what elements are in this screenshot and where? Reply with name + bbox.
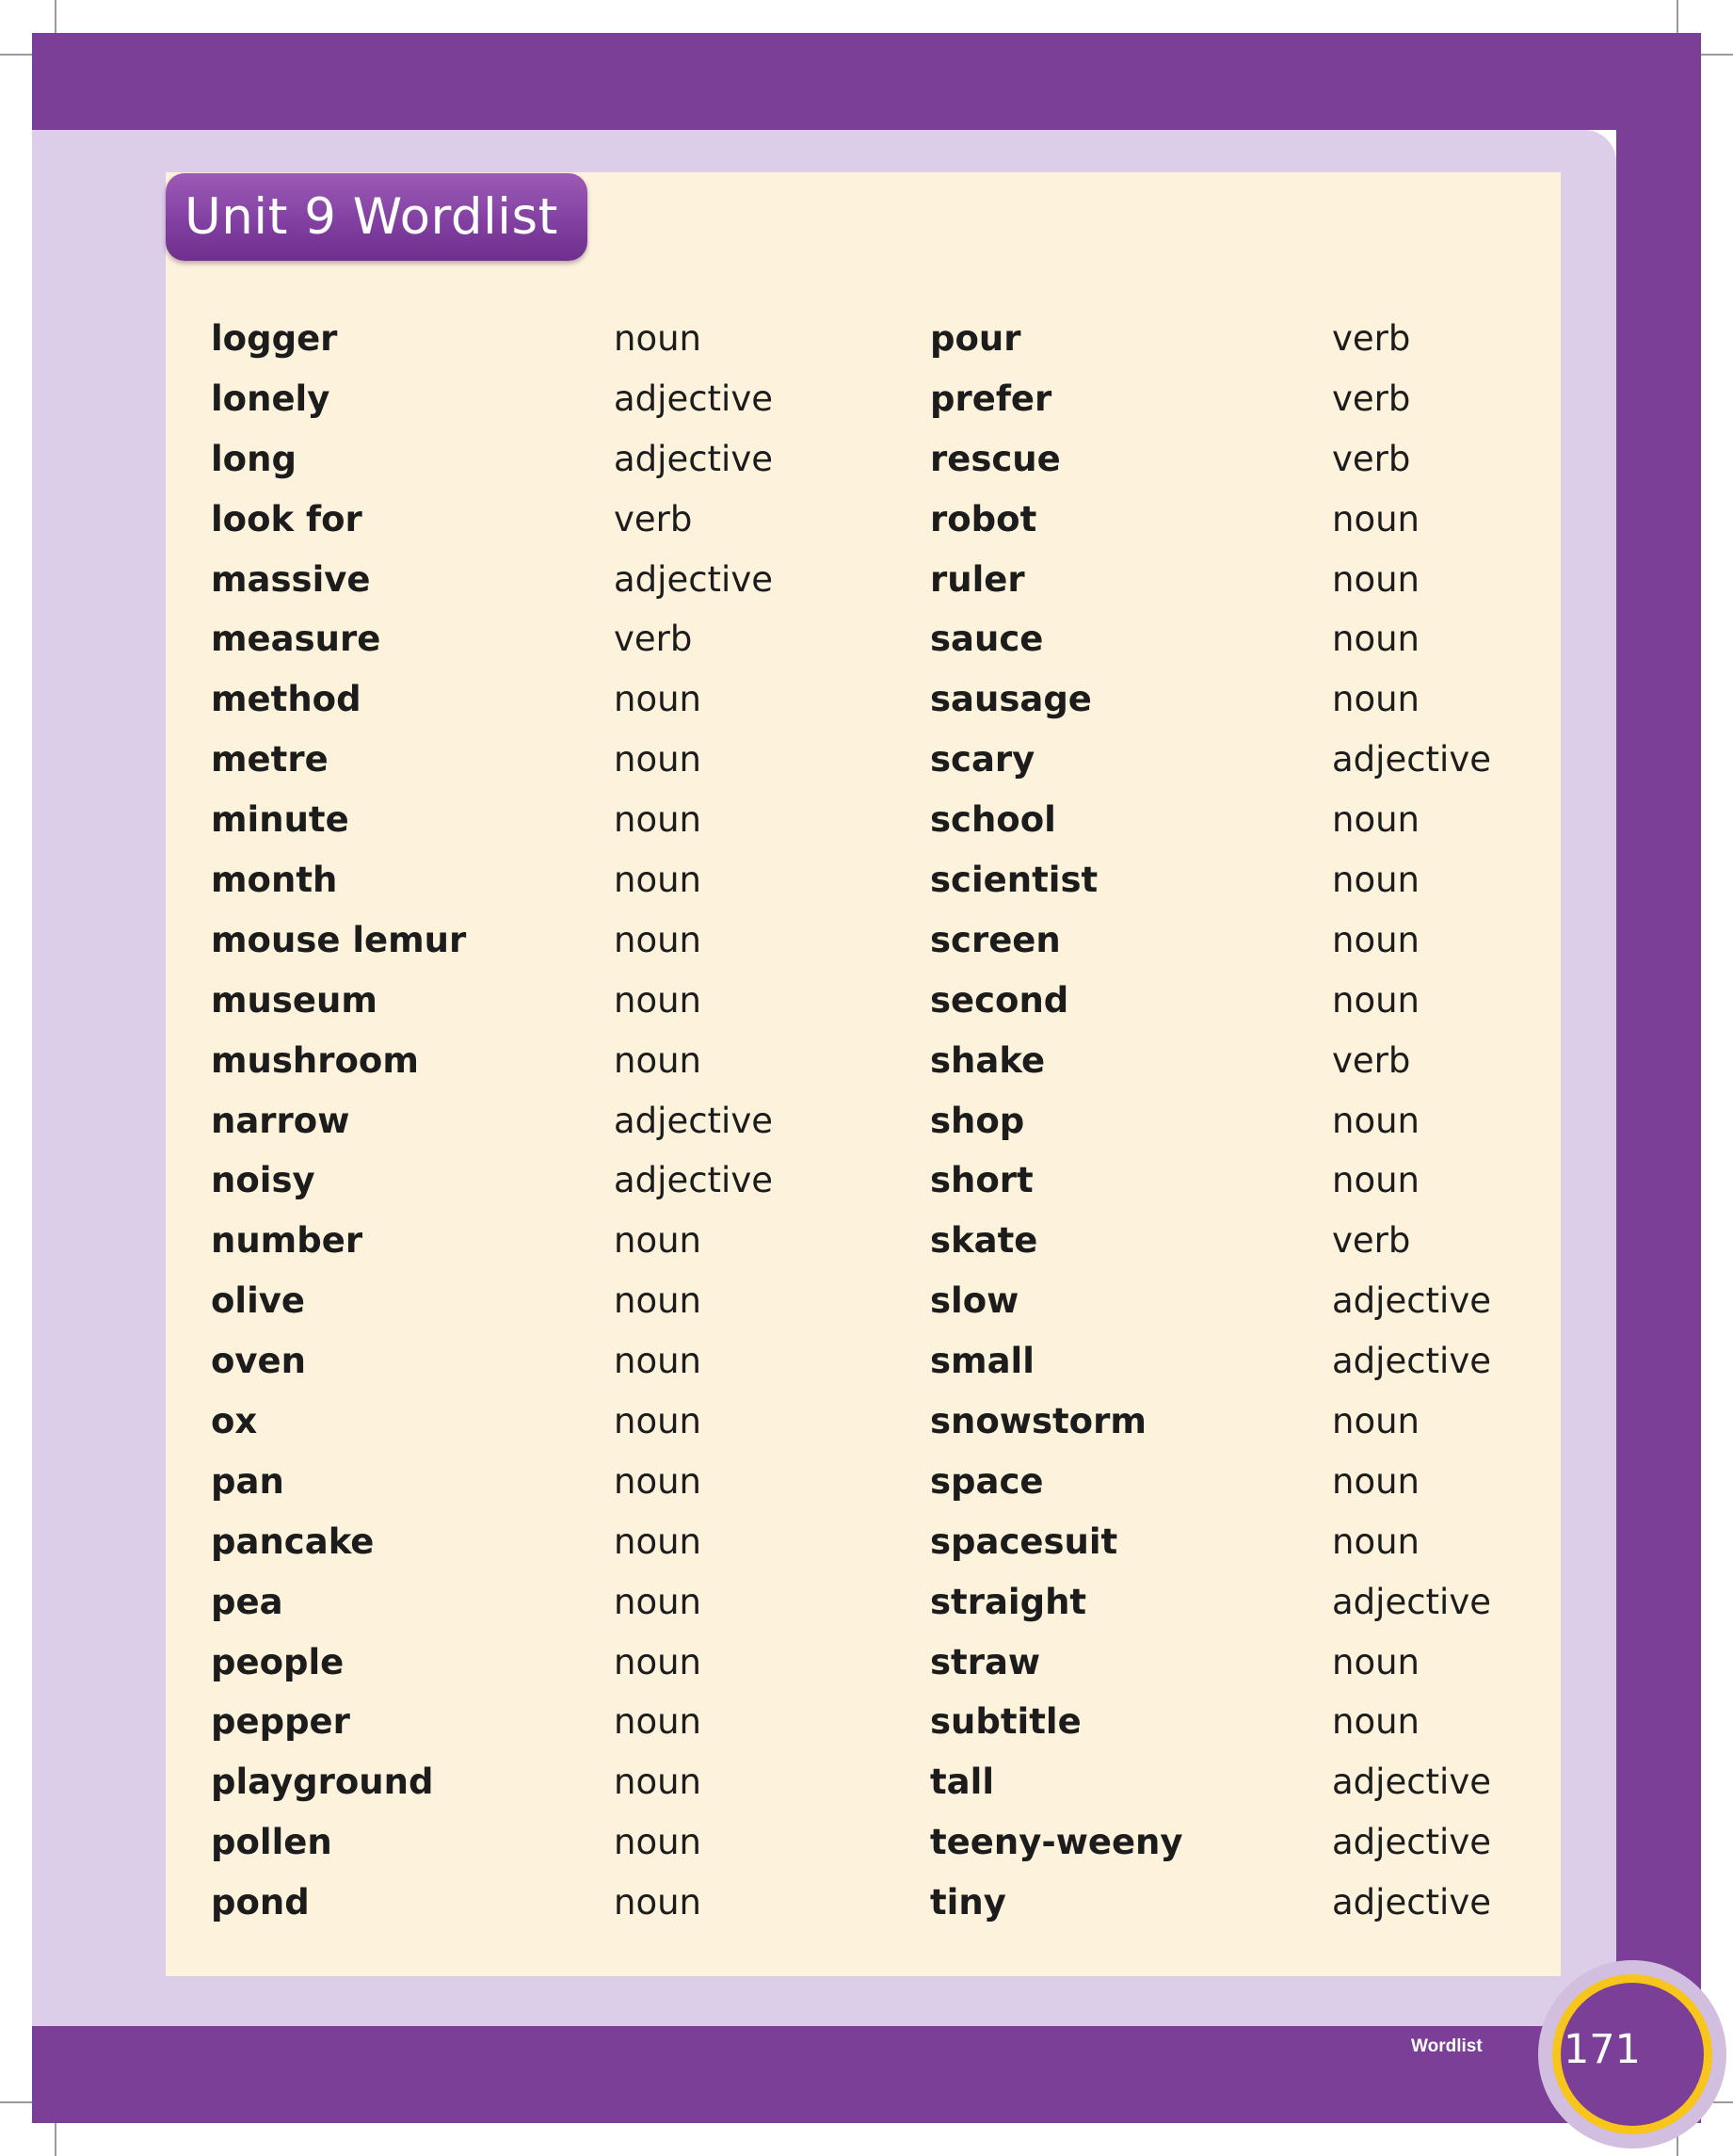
wordlist-word: skate (930, 1220, 1038, 1262)
wordlist-part-of-speech: noun (614, 739, 701, 780)
wordlist-word: long (211, 438, 297, 479)
wordlist-word: tall (930, 1762, 995, 1803)
wordlist-part-of-speech: adjective (1332, 1882, 1491, 1923)
wordlist-word: metre (211, 739, 329, 780)
wordlist-part-of-speech: noun (614, 1641, 701, 1682)
wordlist-word: teeny-weeny (930, 1822, 1183, 1863)
wordlist-part-of-speech: verb (1332, 438, 1411, 479)
wordlist-part-of-speech: noun (614, 1520, 701, 1562)
wordlist-word: ox (211, 1401, 258, 1442)
wordlist-word: snowstorm (930, 1401, 1147, 1442)
wordlist-word: method (211, 679, 361, 720)
wordlist-word: look for (211, 498, 362, 539)
wordlist-part-of-speech: noun (1332, 1701, 1420, 1743)
wordlist-part-of-speech: adjective (614, 558, 773, 600)
wordlist-word: slow (930, 1280, 1019, 1322)
wordlist-part-of-speech: noun (614, 1341, 701, 1382)
crop-mark-bottom-left-v (55, 2123, 56, 2156)
wordlist-part-of-speech: noun (1332, 619, 1420, 660)
wordlist-part-of-speech: noun (614, 860, 701, 901)
wordlist-word: narrow (211, 1100, 350, 1141)
wordlist-part-of-speech: verb (1332, 1039, 1411, 1081)
wordlist-word: pancake (211, 1520, 375, 1562)
wordlist-part-of-speech: noun (614, 1822, 701, 1863)
wordlist-part-of-speech: noun (614, 1581, 701, 1622)
wordlist-word: pond (211, 1882, 310, 1923)
wordlist-part-of-speech: noun (614, 1220, 701, 1262)
wordlist-part-of-speech: noun (614, 318, 701, 359)
wordlist-part-of-speech: noun (1332, 1460, 1420, 1502)
wordlist-part-of-speech: adjective (614, 1160, 773, 1201)
wordlist-part-of-speech: noun (614, 679, 701, 720)
wordlist-word: spacesuit (930, 1520, 1118, 1562)
wordlist-word: sauce (930, 619, 1044, 660)
wordlist-word: scary (930, 739, 1035, 780)
wordlist-word: pan (211, 1460, 284, 1502)
wordlist-part-of-speech: noun (614, 799, 701, 841)
wordlist-word: people (211, 1641, 345, 1682)
wordlist-word: minute (211, 799, 349, 841)
page-number: 171 (1563, 2026, 1642, 2073)
wordlist-word: second (930, 979, 1069, 1021)
wordlist-word: museum (211, 979, 377, 1021)
wordlist-word: lonely (211, 378, 330, 419)
crop-mark-top-right-h (1700, 54, 1733, 56)
wordlist-table (211, 318, 1558, 1945)
wordlist-word: straight (930, 1581, 1087, 1622)
wordlist-word: shake (930, 1039, 1046, 1081)
wordlist-word: pepper (211, 1701, 350, 1743)
wordlist-part-of-speech: noun (614, 1882, 701, 1923)
wordlist-part-of-speech: adjective (614, 1100, 773, 1141)
wordlist-word: number (211, 1220, 363, 1262)
wordlist-part-of-speech: noun (1332, 498, 1420, 539)
wordlist-part-of-speech: adjective (1332, 1280, 1491, 1322)
crop-mark-top-left-h (0, 54, 34, 56)
wordlist-part-of-speech: noun (1332, 679, 1420, 720)
wordlist-word: school (930, 799, 1056, 841)
crop-mark-top-left-v (55, 0, 56, 34)
wordlist-part-of-speech: adjective (1332, 1822, 1491, 1863)
wordlist-part-of-speech: noun (614, 979, 701, 1021)
wordlist-word: sausage (930, 679, 1092, 720)
crop-mark-top-right-v (1677, 0, 1678, 34)
wordlist-part-of-speech: noun (614, 1039, 701, 1081)
wordlist-part-of-speech: noun (614, 1280, 701, 1322)
wordlist-word: massive (211, 558, 371, 600)
wordlist-word: oven (211, 1341, 306, 1382)
wordlist-part-of-speech: noun (1332, 799, 1420, 841)
wordlist-part-of-speech: noun (1332, 1100, 1420, 1141)
wordlist-word: mouse lemur (211, 919, 467, 960)
wordlist-part-of-speech: noun (1332, 1160, 1420, 1201)
wordlist-word: subtitle (930, 1701, 1082, 1743)
wordlist-word: ruler (930, 558, 1025, 600)
wordlist-word: space (930, 1460, 1044, 1502)
wordlist-part-of-speech: verb (1332, 318, 1411, 359)
wordlist-word: screen (930, 919, 1061, 960)
wordlist-part-of-speech: verb (1332, 1220, 1411, 1262)
wordlist-word: rescue (930, 438, 1061, 479)
wordlist-word: noisy (211, 1160, 315, 1201)
wordlist-part-of-speech: noun (1332, 860, 1420, 901)
wordlist-part-of-speech: adjective (1332, 1581, 1491, 1622)
wordlist-word: playground (211, 1762, 434, 1803)
wordlist-part-of-speech: noun (1332, 1641, 1420, 1682)
wordlist-part-of-speech: noun (614, 1460, 701, 1502)
wordlist-word: pour (930, 318, 1021, 359)
wordlist-part-of-speech: verb (1332, 378, 1411, 419)
wordlist-part-of-speech: adjective (614, 378, 773, 419)
wordlist-part-of-speech: verb (614, 619, 693, 660)
wordlist-part-of-speech: noun (1332, 919, 1420, 960)
wordlist-part-of-speech: adjective (1332, 1762, 1491, 1803)
wordlist-part-of-speech: adjective (1332, 739, 1491, 780)
wordlist-word: month (211, 860, 338, 901)
wordlist-part-of-speech: noun (1332, 1401, 1420, 1442)
title-tab (166, 173, 587, 261)
page-title: Unit 9 Wordlist (185, 188, 558, 246)
wordlist-part-of-speech: noun (1332, 1520, 1420, 1562)
top-band (32, 33, 1701, 130)
wordlist-word: olive (211, 1280, 305, 1322)
footer-label: Wordlist (1411, 2036, 1483, 2056)
wordlist-word: robot (930, 498, 1037, 539)
wordlist-word: short (930, 1160, 1034, 1201)
wordlist-part-of-speech: noun (614, 1701, 701, 1743)
wordlist-part-of-speech: noun (1332, 558, 1420, 600)
wordlist-part-of-speech: noun (614, 1401, 701, 1442)
wordlist-part-of-speech: noun (614, 919, 701, 960)
wordlist-word: tiny (930, 1882, 1006, 1923)
wordlist-word: shop (930, 1100, 1025, 1141)
wordlist-part-of-speech: noun (614, 1762, 701, 1803)
wordlist-part-of-speech: adjective (614, 438, 773, 479)
wordlist-part-of-speech: noun (1332, 979, 1420, 1021)
wordlist-word: prefer (930, 378, 1052, 419)
right-strip (1616, 130, 1701, 2026)
crop-mark-bottom-left-h (0, 2101, 34, 2103)
wordlist-word: mushroom (211, 1039, 419, 1081)
wordlist-word: pea (211, 1581, 283, 1622)
wordlist-word: scientist (930, 860, 1099, 901)
wordlist-word: measure (211, 619, 381, 660)
wordlist-word: small (930, 1341, 1035, 1382)
wordlist-word: pollen (211, 1822, 332, 1863)
wordlist-word: logger (211, 318, 338, 359)
wordlist-word: straw (930, 1641, 1041, 1682)
wordlist-part-of-speech: adjective (1332, 1341, 1491, 1382)
wordlist-part-of-speech: verb (614, 498, 693, 539)
